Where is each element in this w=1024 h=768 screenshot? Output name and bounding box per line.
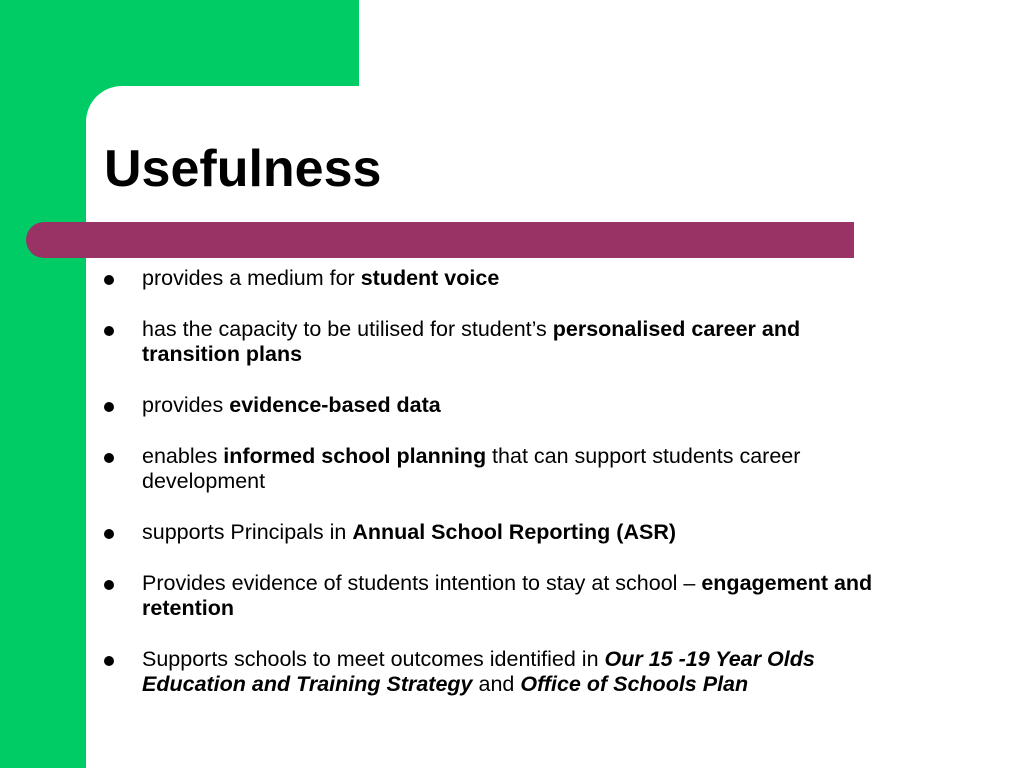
bullet-bold-text: student voice (360, 266, 500, 290)
bullet-plain-text: Provides evidence of students intention to stay at school – (142, 571, 702, 595)
bullet-bold-text: evidence-based data (229, 393, 441, 417)
bullet-text (142, 266, 499, 290)
bullet-item-school-planning (104, 444, 904, 494)
bullet-text (142, 571, 872, 620)
bullet-text (142, 444, 800, 493)
bullet-text (142, 393, 441, 417)
bullet-bold-text: Annual School Reporting (ASR) (352, 520, 677, 544)
bullet-dot-icon (104, 580, 114, 590)
bullet-item-evidence-data (104, 393, 904, 418)
bullet-bold-italic-text-2: Office of Schools Plan (520, 672, 749, 696)
bullet-text (142, 317, 800, 366)
bullet-item-student-voice (104, 266, 904, 291)
bullet-dot-icon (104, 453, 114, 463)
bullet-text (142, 647, 815, 696)
bullet-bold-italic-text: Our 15 -19 Year Olds Education and Training Strategy (142, 647, 815, 696)
bullet-text (142, 520, 676, 544)
bullet-dot-icon (104, 529, 114, 539)
bullet-dot-icon (104, 275, 114, 285)
bullet-list (104, 266, 904, 723)
bullet-plain-text-middle: and (472, 672, 521, 696)
bullet-dot-icon (104, 656, 114, 666)
bullet-plain-text: provides a medium for (142, 266, 361, 290)
bullet-item-career-plans (104, 317, 904, 367)
bullet-plain-text: provides (142, 393, 230, 417)
bullet-item-engagement (104, 571, 904, 621)
bullet-plain-text: Supports schools to meet outcomes identified in (142, 647, 605, 671)
bullet-plain-text: supports Principals in (142, 520, 353, 544)
bullet-plain-text: has the capacity to be utilised for student’s (142, 317, 553, 341)
title-accent-bar (26, 222, 854, 258)
bullet-plain-text-after: that can support students career development (142, 444, 801, 493)
bullet-dot-icon (104, 402, 114, 412)
bullet-item-outcomes (104, 647, 904, 697)
bullet-bold-text: informed school planning (223, 444, 487, 468)
bullet-plain-text: enables (142, 444, 224, 468)
bullet-bold-text: personalised career and transition plans (142, 317, 801, 366)
bullet-dot-icon (104, 326, 114, 336)
bullet-item-asr (104, 520, 904, 545)
bullet-bold-text: engagement and retention (142, 571, 873, 620)
slide-title: Usefulness (104, 140, 382, 198)
